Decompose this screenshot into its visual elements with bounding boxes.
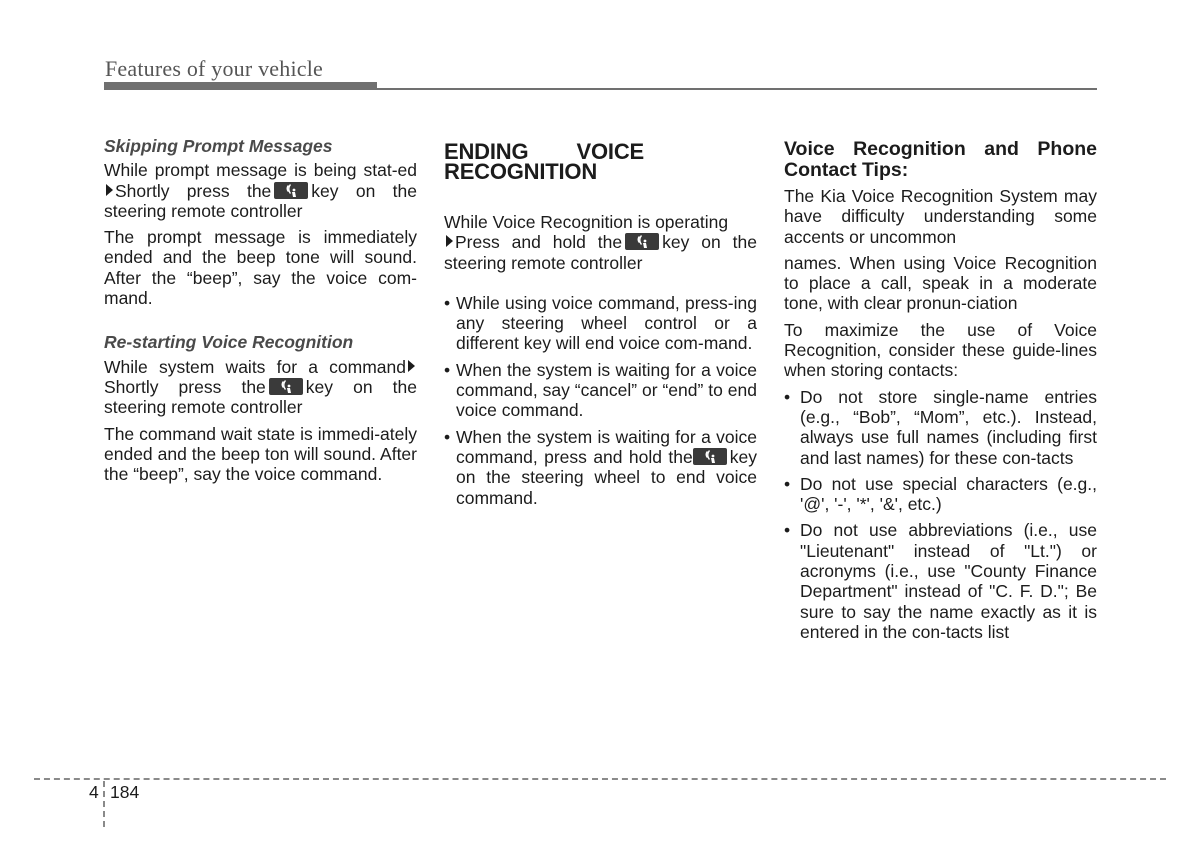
- header-thin-rule: [104, 88, 1097, 90]
- contact-tips-paragraph-3: To maximize the use of Voice Recognition, consider these guide-lines when storing contacts:: [784, 319, 1097, 381]
- column-left: [104, 136, 417, 484]
- bullet-mark: •: [784, 386, 791, 407]
- bullet-text: Do not use abbreviations (i.e., use "Lieutenant" instead of "Lt.") or acronyms (i.e., use "County Finance Department" instead of "C. F. D."; Be sure to say the name exactly as it is entered in the con-tacts list: [800, 520, 1097, 642]
- play-arrow-icon: [408, 360, 415, 372]
- instruction-text: Shortly press the: [115, 180, 272, 201]
- list-item: [784, 387, 1097, 468]
- instruction-text: While prompt message is being stat-ed: [104, 160, 417, 181]
- bullet-text: When the system is waiting for a voice command, say “cancel” or “end” to end voice command.: [456, 359, 757, 421]
- list-item: [784, 520, 1097, 642]
- bullet-text: Do not store single-name entries (e.g., “Bob”, “Mom”, etc.). Instead, always use full names (including first and last names) for these con-tacts: [800, 386, 1097, 468]
- ending-voice-instruction: [444, 212, 757, 273]
- bullet-text: Do not use special characters (e.g., '@', '-', '*', '&', etc.): [800, 473, 1097, 515]
- instruction-text: While system waits for a command: [104, 356, 406, 377]
- restarting-voice-heading: Re-starting Voice Recognition: [104, 332, 354, 353]
- contact-tips-bullet-list: [784, 387, 1097, 643]
- bullet-mark: •: [444, 426, 451, 447]
- restarting-voice-instruction: [104, 357, 417, 418]
- voice-talk-key-icon: [693, 448, 727, 465]
- footer-dashed-divider: [103, 781, 105, 827]
- contact-tips-paragraph-1: The Kia Voice Recognition System may have difficulty understanding some accents or uncommon: [784, 186, 1097, 247]
- instruction-text: key on the steering remote controller: [104, 180, 417, 221]
- bullet-mark: •: [444, 292, 451, 313]
- list-item: [444, 360, 757, 421]
- ending-voice-bullet-list: [444, 293, 757, 508]
- instruction-text: Shortly press the: [104, 376, 266, 397]
- restarting-voice-description: The command wait state is immedi-ately ended and the beep ton will sound. After the “beep”, say the voice command.: [104, 423, 417, 485]
- instruction-text: key on the steering remote controller: [104, 376, 417, 418]
- contact-tips-heading: Voice Recognition and Phone Contact Tips:: [784, 138, 1097, 181]
- instruction-text: key on the steering remote controller: [444, 232, 757, 273]
- bullet-mark: •: [784, 473, 791, 494]
- instruction-text: Press and hold the: [455, 232, 623, 253]
- page-number: 184: [110, 782, 140, 802]
- play-arrow-icon: [106, 184, 113, 196]
- bullet-text: When the system is waiting for a voice command, press and hold the: [456, 426, 757, 467]
- chapter-number: 4: [89, 782, 99, 802]
- skipping-prompt-description: The prompt message is immediately ended and the beep tone will sound. After the “beep”, say the voice com-mand.: [104, 227, 417, 309]
- list-item: [444, 293, 757, 354]
- play-arrow-icon: [446, 235, 453, 247]
- bullet-mark: •: [444, 359, 451, 380]
- page-header-title: Features of your vehicle: [105, 56, 324, 81]
- voice-talk-key-icon: [269, 378, 303, 395]
- bullet-mark: •: [784, 520, 791, 541]
- contact-tips-paragraph-2: names. When using Voice Recognition to place a call, speak in a moderate tone, with clear pronun-ciation: [784, 252, 1097, 314]
- skipping-prompt-instruction: [104, 160, 417, 221]
- column-middle: [444, 136, 757, 508]
- list-item: [444, 427, 757, 508]
- column-right: [784, 136, 1097, 642]
- ending-voice-recognition-heading: ENDING VOICE RECOGNITION: [444, 139, 644, 184]
- voice-talk-key-icon: [625, 233, 659, 250]
- bullet-text: key on the steering wheel to end voice command.: [456, 446, 757, 508]
- list-item: [784, 474, 1097, 515]
- instruction-text: While Voice Recognition is operating: [444, 212, 729, 232]
- skipping-prompt-heading: Skipping Prompt Messages: [104, 136, 333, 156]
- footer-dashed-rule: [34, 778, 1166, 780]
- bullet-text: While using voice command, press-ing any steering wheel control or a different key will end voice com-mand.: [456, 292, 757, 354]
- voice-talk-key-icon: [274, 182, 308, 199]
